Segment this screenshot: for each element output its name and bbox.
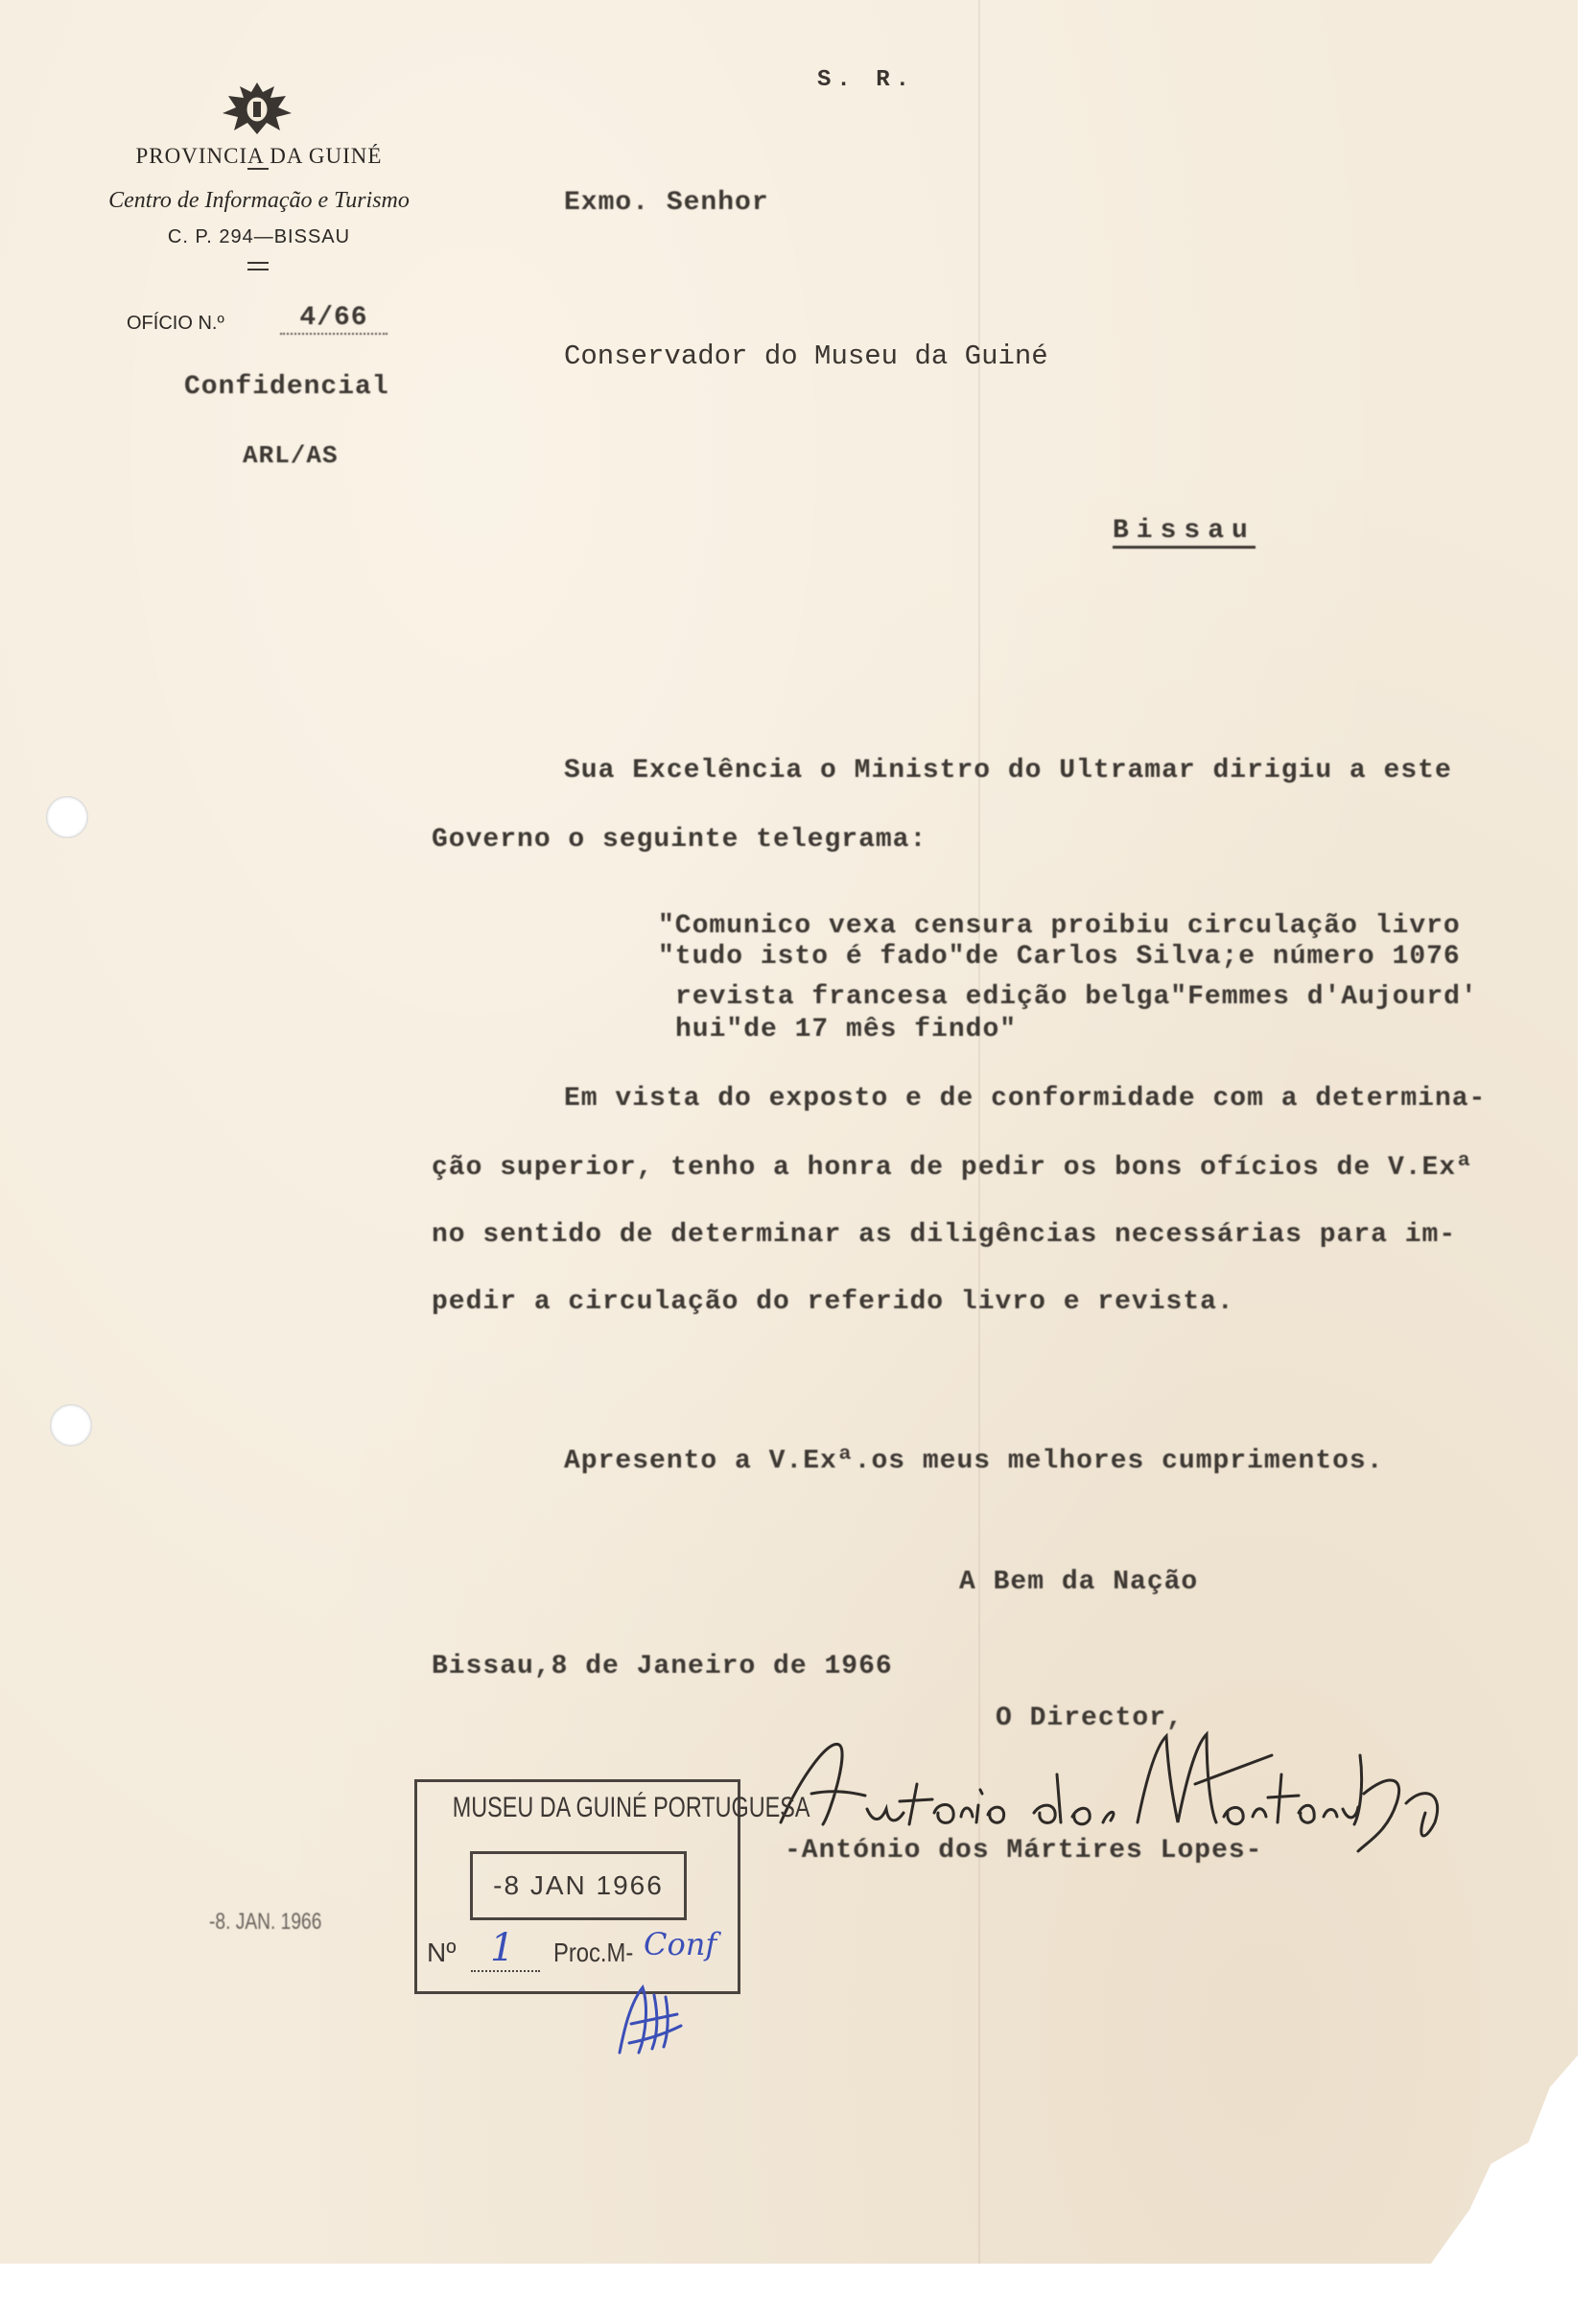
reference-code: ARL/AS (243, 441, 339, 470)
museum-registry-stamp (414, 1779, 810, 1994)
para-line-3: no sentido de determinar as diligências necessárias para im- (432, 1220, 1457, 1250)
stamp-date: -8 JAN 1966 (470, 1851, 687, 1920)
recipient-title: Conservador do Museu da Guiné (564, 341, 1048, 372)
signatory-name: -António dos Mártires Lopes- (785, 1836, 1263, 1866)
para-line-1: Em vista do exposto e de conformidade com a determina- (564, 1084, 1487, 1114)
punch-hole-bottom (50, 1404, 92, 1446)
place-date: Bissau,8 de Janeiro de 1966 (432, 1652, 893, 1681)
centre-name: Centro de Informação e Turismo (108, 188, 410, 213)
intro-line-2: Governo o seguinte telegrama: (432, 825, 927, 855)
fold-crease (978, 0, 980, 2264)
salutation: Exmo. Senhor (564, 188, 769, 218)
quote-line-3: revista francesa edição belga"Femmes d'Aujourd' (675, 982, 1478, 1012)
quote-line-1: "Comunico vexa censura proibiu circulação livro (658, 911, 1461, 941)
quote-line-4: hui"de 17 mês findo" (675, 1015, 1018, 1045)
stamp-proc-value: Conf (644, 1926, 717, 1962)
oficio-label: OFÍCIO N.º (127, 313, 224, 334)
margin-date-stamp: -8. JAN. 1966 (209, 1909, 322, 1935)
oficio-number: 4/66 (280, 303, 387, 335)
province-heading: PROVINCIA DA GUINÉ (135, 144, 383, 168)
motto: A Bem da Nação (959, 1567, 1199, 1597)
intro-line-1: Sua Excelência o Ministro do Ultramar dirigiu a este (564, 756, 1452, 786)
coat-of-arms-icon (219, 79, 295, 138)
punch-hole-top (46, 796, 88, 838)
quote-line-2: "tudo isto é fado"de Carlos Silva;e número 1076 (658, 942, 1461, 972)
address-rule (247, 262, 269, 270)
closing-line: Apresento a V.Exª.os meus melhores cumprimentos. (564, 1446, 1384, 1476)
stamp-proc-label: Proc.M- (553, 1938, 634, 1967)
stamp-number-line (471, 1970, 540, 1972)
recipient-city: Bissau (1113, 516, 1256, 549)
para-line-2: ção superior, tenho a honra de pedir os bons ofícios de V.Exª (432, 1153, 1473, 1183)
stamp-museum-name: MUSEU DA GUINÉ PORTUGUESA (452, 1792, 810, 1823)
signatory-role: O Director, (996, 1703, 1184, 1733)
classification-mark: S. R. (817, 67, 916, 93)
heading-rule (247, 168, 269, 170)
stamp-number-value: 1 (490, 1926, 515, 1970)
para-line-4: pedir a circulação do referido livro e revista. (432, 1287, 1234, 1317)
stamp-number-label: Nº (427, 1938, 457, 1967)
confidential-mark: Confidencial (184, 372, 389, 402)
postal-address: C. P. 294—BISSAU (167, 226, 351, 247)
blue-initials-mark (610, 1976, 687, 2062)
